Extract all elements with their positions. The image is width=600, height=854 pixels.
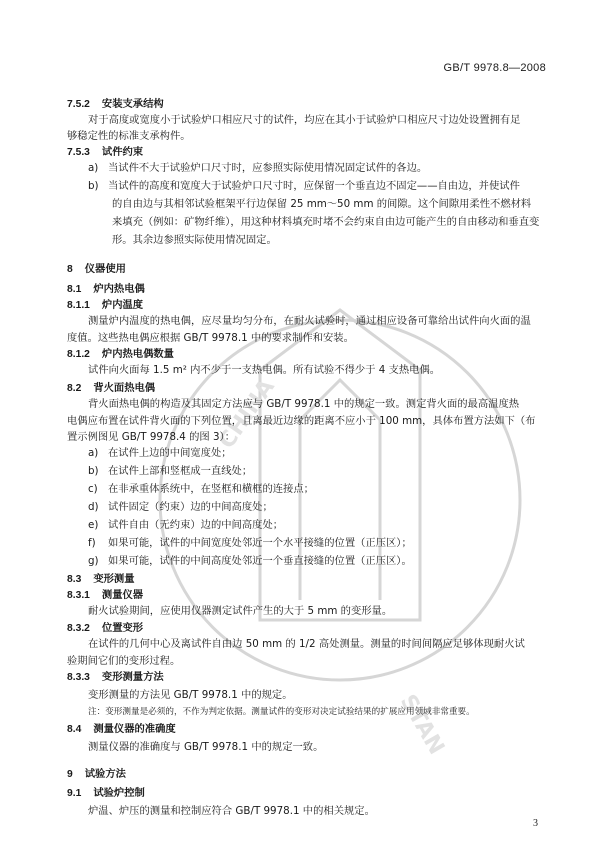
line-text: 炉温、炉压的测量和控制应符合 GB/T 9978.1 中的相关规定。 — [88, 805, 375, 817]
paragraph-line — [88, 363, 440, 377]
line-text: 耐火试验期间，应使用仪器测定试件产生的大于 5 mm 的变形量。 — [88, 605, 393, 617]
section-number: 8 — [67, 264, 73, 275]
list-marker: a) — [88, 447, 99, 459]
section-heading — [67, 572, 135, 587]
list-item — [88, 554, 412, 568]
paragraph-line — [88, 314, 531, 328]
section-heading — [67, 97, 164, 112]
section-number: 9.1 — [67, 788, 82, 799]
line-text: 炉内热电偶数量 — [101, 348, 174, 360]
line-text: 试验方法 — [84, 768, 126, 780]
section-number: 7.5.3 — [67, 147, 90, 158]
line-text: 炉内热电偶 — [93, 283, 145, 295]
line-text: 背火面热电偶的构造及其固定方法应与 GB/T 9978.1 中的规定一致。测定背火面的最高温度热 — [88, 398, 520, 410]
line-text: 背火面热电偶 — [93, 382, 156, 394]
paragraph-line — [88, 113, 520, 127]
line-text: 在试件的几何中心及离试件自由边 50 mm 的 1/2 高处测量。测量的时间间隔应足够体现耐火试 — [88, 638, 525, 650]
section-heading — [67, 381, 155, 396]
paragraph-line — [88, 397, 519, 411]
list-marker: b) — [88, 465, 99, 477]
section-number: 8.3.3 — [67, 672, 90, 683]
paragraph-line — [88, 705, 475, 719]
list-marker: e) — [88, 519, 99, 531]
line-text: 在试件上部和竖框成一直线处； — [108, 465, 253, 477]
line-text: 测量炉内温度的热电偶，应尽量均匀分布，在耐火试验时，通过相应设备可靠给出试件向火面的温 — [88, 315, 531, 327]
line-text: 炉内温度 — [101, 299, 144, 311]
line-text: 来填充（例如：矿物纤维），用这种材料填充时堵不会约束自由边可能产生的自由移动和垂直变 — [112, 216, 540, 228]
section-heading — [67, 722, 176, 737]
line-text: 变形测量方法 — [101, 671, 164, 683]
list-marker: d) — [88, 501, 99, 513]
line-text: 变形测量 — [93, 573, 135, 585]
list-marker: c) — [88, 483, 98, 495]
line-text: 试件固定（约束）边的中间高度处； — [108, 501, 273, 513]
section-heading — [67, 298, 143, 313]
list-marker: a) — [88, 162, 99, 174]
list-item — [88, 464, 252, 478]
line-text: 当试件不大于试验炉口尺寸时，应参照实际使用情况固定试件的各边。 — [108, 162, 428, 174]
line-text: 对于高度或宽度小于试验炉口相应尺寸的试件，均应在其小于试验炉口相应尺寸边处设置拥有足 — [88, 114, 521, 126]
line-text: 测量仪器的准确度 — [93, 723, 176, 735]
section-heading — [67, 670, 164, 685]
section-heading — [67, 145, 143, 160]
list-item — [88, 179, 520, 193]
page-number: 3 — [533, 818, 538, 829]
section-heading — [67, 786, 145, 801]
line-text: 位置变形 — [101, 622, 144, 634]
section-number: 8.3.1 — [67, 590, 90, 601]
line-text: 在非承重体系统中，在竖框和横框的连接点； — [108, 483, 314, 495]
standard-code-header: GB/T 9978.8—2008 — [443, 62, 546, 74]
line-text: 仪器使用 — [84, 263, 126, 275]
line-text: 验期间它们的变形过程。 — [67, 655, 181, 667]
list-item — [88, 518, 283, 532]
list-marker: b) — [88, 180, 99, 192]
list-marker: g) — [88, 555, 99, 567]
paragraph-line — [88, 804, 375, 818]
section-heading — [67, 282, 145, 297]
paragraph-line — [112, 197, 531, 211]
paragraph-line — [67, 430, 235, 444]
paragraph-line — [112, 215, 539, 229]
section-heading — [67, 588, 143, 603]
section-number: 8.1 — [67, 284, 82, 295]
line-text: 够稳定性的标准支承构件。 — [67, 130, 191, 142]
paragraph-line — [88, 688, 293, 702]
line-text: 置示例图见 GB/T 9978.4 的图 3）： — [67, 431, 235, 443]
svg-text:STAN: STAN — [394, 690, 449, 759]
paragraph-line — [88, 740, 323, 754]
line-text: 试验炉控制 — [93, 787, 145, 799]
line-text: 当试件的高度和宽度大于试验炉口尺寸时，应保留一个垂直边不固定——自由边，并使试件 — [108, 180, 520, 192]
paragraph-line — [112, 233, 277, 247]
line-text: 试件自由（无约束）边的中间高度处； — [108, 519, 284, 531]
paragraph-line — [88, 637, 525, 651]
section-number: 7.5.2 — [67, 99, 90, 110]
svg-text:CHINA: CHINA — [214, 375, 280, 454]
list-item — [88, 536, 412, 550]
paragraph-line — [67, 129, 191, 143]
section-heading — [67, 262, 126, 277]
line-text: 的自由边与其相邻试验框架平行边保留 25 mm～50 mm 的间隙。这个间隙用柔性不燃材料 — [112, 198, 532, 210]
section-heading — [67, 767, 126, 782]
list-item — [88, 446, 232, 460]
paragraph-line — [67, 654, 180, 668]
paragraph-line — [67, 414, 535, 428]
line-text: 度值。这些热电偶应根据 GB/T 9978.1 中的要求制作和安装。 — [67, 332, 354, 344]
line-text: 电偶应布置在试件背火面的下列位置，且离最近边缘的距离不应小于 100 mm，具体布置方法如下（布 — [67, 415, 536, 427]
section-heading — [67, 621, 143, 636]
line-text: 变形测量的方法见 GB/T 9978.1 中的规定。 — [88, 689, 293, 701]
section-number: 8.2 — [67, 383, 82, 394]
section-number: 8.4 — [67, 724, 82, 735]
line-text: 测量仪器 — [101, 589, 144, 601]
section-number: 9 — [67, 769, 73, 780]
list-item — [88, 482, 314, 496]
line-text: 在试件上边的中间宽度处； — [108, 447, 232, 459]
line-text: 如果可能，试件的中间高度处邻近一个垂直接缝的位置（正压区）。 — [108, 555, 412, 567]
section-number: 8.3.2 — [67, 623, 90, 634]
paragraph-line — [88, 604, 392, 618]
section-number: 8.3 — [67, 574, 82, 585]
line-text: 形。其余边参照实际使用情况固定。 — [112, 234, 277, 246]
line-text: 注：变形测量是必须的，不作为判定依据。测量试件的变形对决定试验结果的扩展应用领域非常重要。 — [88, 707, 475, 717]
line-text: 试件向火面每 1.5 m² 内不少于一支热电偶。所有试验不得少于 4 支热电偶。 — [88, 364, 441, 376]
line-text: 安装支承结构 — [101, 98, 164, 110]
section-number: 8.1.2 — [67, 349, 90, 360]
list-item — [88, 500, 273, 514]
line-text: 测量仪器的准确度与 GB/T 9978.1 中的规定一致。 — [88, 741, 324, 753]
line-text: 试件约束 — [101, 146, 144, 158]
paragraph-line — [67, 331, 354, 345]
section-heading — [67, 347, 174, 362]
list-marker: f) — [88, 537, 96, 549]
section-number: 8.1.1 — [67, 300, 90, 311]
list-item — [88, 161, 427, 175]
line-text: 如果可能，试件的中间宽度处邻近一个水平接缝的位置（正压区）； — [108, 537, 412, 549]
